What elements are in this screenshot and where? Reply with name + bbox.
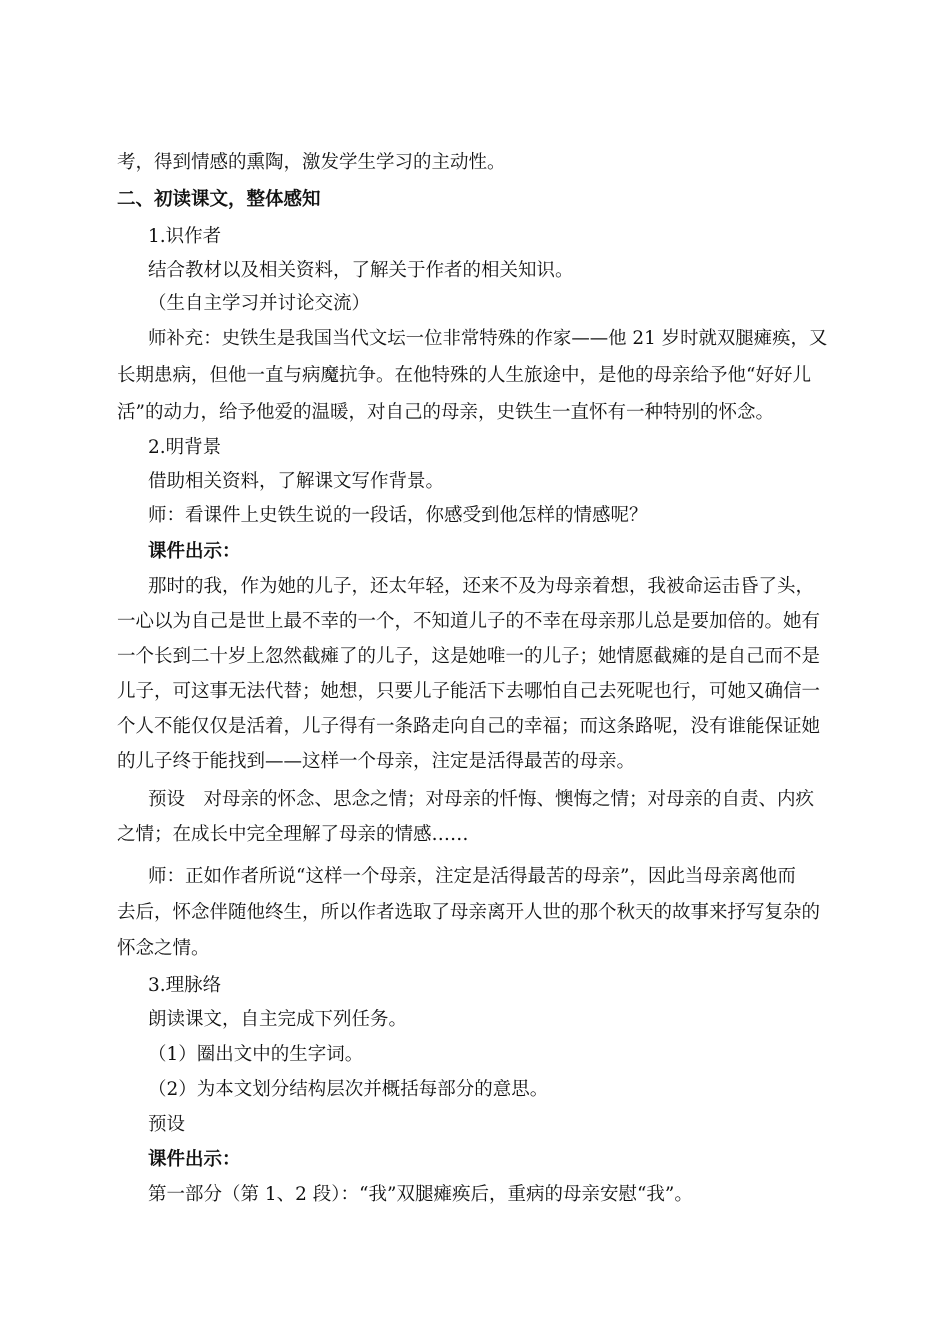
teacher-supplement-line: 长期患病，但他一直与病魔抗争。在他特殊的人生旅途中，是他的母亲给予他“好好儿 (117, 365, 811, 386)
item2-instruction: 借助相关资料，了解课文写作背景。 (148, 471, 445, 492)
quote-line: 儿子，可这事无法代替；她想，只要儿子能活下去哪怕自己去死呢也行，可她又确信一 (117, 681, 821, 702)
preset-label: 预设 (148, 1114, 186, 1135)
teacher-summary-line: 怀念之情。 (117, 938, 210, 959)
quote-line: 那时的我，作为她的儿子，还太年轻，还来不及为母亲着想，我被命运击昏了头， (148, 576, 815, 597)
preset-answer-line: 预设 对母亲的怀念、思念之情；对母亲的忏悔、懊悔之情；对母亲的自责、内疚 (148, 789, 815, 810)
teacher-supplement-line: 师补充：史铁生是我国当代文坛一位非常特殊的作家——他 21 岁时就双腿瘫痪，又 (148, 328, 828, 349)
item3-heading: 3.理脉络 (148, 975, 222, 996)
teacher-summary-line: 去后，怀念伴随他终生，所以作者选取了母亲离开人世的那个秋天的故事来抒写复杂的 (117, 902, 821, 923)
courseware-label: 课件出示： (148, 1149, 241, 1170)
preset-answer-line: 之情；在成长中完全理解了母亲的情感…… (117, 824, 469, 845)
quote-line: 一个长到二十岁上忽然截瘫了的儿子，这是她唯一的儿子；她情愿截瘫的是自己而不是 (117, 646, 821, 667)
section-heading: 二、初读课文，整体感知 (117, 189, 321, 210)
structure-part-1: 第一部分（第 1、2 段）：“我”双腿瘫痪后，重病的母亲安慰“我”。 (148, 1184, 693, 1205)
quote-line: 一心以为自己是世上最不幸的一个，不知道儿子的不幸在母亲那儿总是要加倍的。她有 (117, 611, 821, 632)
intro-line: 考，得到情感的熏陶，激发学生学习的主动性。 (117, 152, 506, 173)
task-item: （1）圈出文中的生字词。 (148, 1044, 364, 1065)
quote-line: 的儿子终于能找到——这样一个母亲，注定是活得最苦的母亲。 (117, 751, 636, 772)
quote-line: 个人不能仅仅是活着，儿子得有一条路走向自己的幸福；而这条路呢，没有谁能保证她 (117, 716, 821, 737)
item1-heading: 1.识作者 (148, 226, 222, 247)
courseware-label: 课件出示： (148, 541, 241, 562)
item1-instruction: 结合教材以及相关资料，了解关于作者的相关知识。 (148, 260, 574, 281)
item2-question: 师：看课件上史铁生说的一段话，你感受到他怎样的情感呢？ (148, 505, 648, 526)
teacher-summary-line: 师：正如作者所说“这样一个母亲，注定是活得最苦的母亲”，因此当母亲离他而 (148, 866, 796, 887)
task-item: （2）为本文划分结构层次并概括每部分的意思。 (148, 1079, 549, 1100)
item2-heading: 2.明背景 (148, 437, 222, 458)
item1-activity: （生自主学习并讨论交流） (148, 293, 371, 314)
item3-instruction: 朗读课文，自主完成下列任务。 (148, 1009, 408, 1030)
teacher-supplement-line: 活”的动力，给予他爱的温暖，对自己的母亲，史铁生一直怀有一种特别的怀念。 (117, 402, 774, 423)
